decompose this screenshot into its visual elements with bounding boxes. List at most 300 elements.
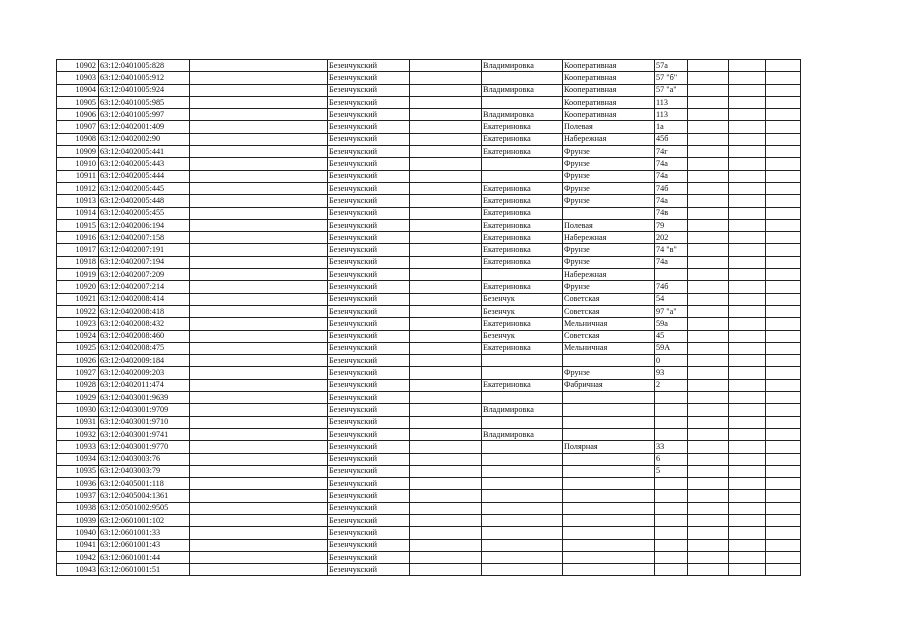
cell-street[interactable]: Набережная xyxy=(563,232,655,244)
cell-blank2[interactable] xyxy=(410,330,482,342)
cell-e2[interactable] xyxy=(729,232,766,244)
cell-e2[interactable] xyxy=(729,219,766,231)
cell-e3[interactable] xyxy=(766,281,801,293)
cell-blank1[interactable] xyxy=(190,379,328,391)
cell-cadastral[interactable]: 63:12:0402008:432 xyxy=(99,318,190,330)
cell-e1[interactable] xyxy=(688,96,729,108)
cell-street[interactable]: Фрунзе xyxy=(563,170,655,182)
cell-num[interactable]: 10927 xyxy=(57,367,99,379)
cell-district[interactable]: Безенчукский xyxy=(328,219,410,231)
cell-e3[interactable] xyxy=(766,330,801,342)
cell-e2[interactable] xyxy=(729,244,766,256)
cell-num[interactable]: 10919 xyxy=(57,269,99,281)
cell-num[interactable]: 10934 xyxy=(57,453,99,465)
cell-e3[interactable] xyxy=(766,232,801,244)
cell-blank1[interactable] xyxy=(190,269,328,281)
cell-e2[interactable] xyxy=(729,428,766,440)
cell-cadastral[interactable]: 63:12:0403001:9709 xyxy=(99,404,190,416)
cell-e3[interactable] xyxy=(766,207,801,219)
cell-house[interactable]: 57а xyxy=(655,60,688,72)
cell-locality[interactable]: Владимировка xyxy=(482,60,563,72)
cell-district[interactable]: Безенчукский xyxy=(328,428,410,440)
cell-blank1[interactable] xyxy=(190,256,328,268)
cell-num[interactable]: 10905 xyxy=(57,96,99,108)
cell-e2[interactable] xyxy=(729,527,766,539)
cell-e1[interactable] xyxy=(688,170,729,182)
cell-house[interactable]: 6 xyxy=(655,453,688,465)
cell-blank2[interactable] xyxy=(410,133,482,145)
cell-e3[interactable] xyxy=(766,490,801,502)
cell-blank1[interactable] xyxy=(190,170,328,182)
cell-e3[interactable] xyxy=(766,527,801,539)
cell-locality[interactable]: Екатериновка xyxy=(482,219,563,231)
cell-locality[interactable] xyxy=(482,453,563,465)
cell-e3[interactable] xyxy=(766,182,801,194)
cell-cadastral[interactable]: 63:12:0402007:214 xyxy=(99,281,190,293)
cell-cadastral[interactable]: 63:12:0601001:51 xyxy=(99,564,190,576)
cell-num[interactable]: 10936 xyxy=(57,478,99,490)
cell-num[interactable]: 10909 xyxy=(57,146,99,158)
cell-num[interactable]: 10941 xyxy=(57,539,99,551)
cell-num[interactable]: 10938 xyxy=(57,502,99,514)
cell-district[interactable]: Безенчукский xyxy=(328,527,410,539)
cell-num[interactable]: 10917 xyxy=(57,244,99,256)
cell-locality[interactable]: Безенчук xyxy=(482,330,563,342)
cell-e2[interactable] xyxy=(729,281,766,293)
cell-num[interactable]: 10904 xyxy=(57,84,99,96)
cell-street[interactable] xyxy=(563,478,655,490)
cell-locality[interactable]: Екатериновка xyxy=(482,133,563,145)
cell-e3[interactable] xyxy=(766,551,801,563)
cell-house[interactable]: 57 "б" xyxy=(655,72,688,84)
cell-e1[interactable] xyxy=(688,121,729,133)
cell-blank1[interactable] xyxy=(190,305,328,317)
cell-locality[interactable] xyxy=(482,96,563,108)
cell-e3[interactable] xyxy=(766,170,801,182)
cell-district[interactable]: Безенчукский xyxy=(328,318,410,330)
cell-e1[interactable] xyxy=(688,416,729,428)
cell-blank2[interactable] xyxy=(410,416,482,428)
cell-blank1[interactable] xyxy=(190,551,328,563)
cell-blank2[interactable] xyxy=(410,293,482,305)
cell-e2[interactable] xyxy=(729,551,766,563)
cell-house[interactable]: 74г xyxy=(655,146,688,158)
cell-district[interactable]: Безенчукский xyxy=(328,133,410,145)
cell-blank2[interactable] xyxy=(410,219,482,231)
cell-e1[interactable] xyxy=(688,551,729,563)
cell-blank1[interactable] xyxy=(190,478,328,490)
cell-e1[interactable] xyxy=(688,109,729,121)
cell-locality[interactable]: Владимировка xyxy=(482,404,563,416)
cell-blank1[interactable] xyxy=(190,195,328,207)
cell-blank2[interactable] xyxy=(410,551,482,563)
cell-e3[interactable] xyxy=(766,146,801,158)
cell-cadastral[interactable]: 63:12:0601001:44 xyxy=(99,551,190,563)
cell-num[interactable]: 10937 xyxy=(57,490,99,502)
cell-locality[interactable]: Екатериновка xyxy=(482,207,563,219)
cell-num[interactable]: 10921 xyxy=(57,293,99,305)
cell-house[interactable]: 59А xyxy=(655,342,688,354)
cell-cadastral[interactable]: 63:12:0403003:79 xyxy=(99,465,190,477)
cell-house[interactable]: 1а xyxy=(655,121,688,133)
cell-street[interactable]: Фрунзе xyxy=(563,244,655,256)
cell-locality[interactable] xyxy=(482,527,563,539)
cell-e1[interactable] xyxy=(688,490,729,502)
cell-cadastral[interactable]: 63:12:0402006:194 xyxy=(99,219,190,231)
cell-blank1[interactable] xyxy=(190,60,328,72)
cell-e1[interactable] xyxy=(688,355,729,367)
cell-num[interactable]: 10907 xyxy=(57,121,99,133)
cell-num[interactable]: 10926 xyxy=(57,355,99,367)
cell-locality[interactable]: Безенчук xyxy=(482,293,563,305)
cell-cadastral[interactable]: 63:12:0601001:43 xyxy=(99,539,190,551)
cell-e1[interactable] xyxy=(688,404,729,416)
cell-house[interactable]: 33 xyxy=(655,441,688,453)
cell-house[interactable]: 54 xyxy=(655,293,688,305)
cell-e1[interactable] xyxy=(688,318,729,330)
cell-e3[interactable] xyxy=(766,121,801,133)
cell-blank1[interactable] xyxy=(190,72,328,84)
cell-locality[interactable] xyxy=(482,72,563,84)
cell-district[interactable]: Безенчукский xyxy=(328,60,410,72)
cell-e2[interactable] xyxy=(729,392,766,404)
cell-e1[interactable] xyxy=(688,293,729,305)
cell-district[interactable]: Безенчукский xyxy=(328,367,410,379)
cell-district[interactable]: Безенчукский xyxy=(328,392,410,404)
cell-locality[interactable] xyxy=(482,551,563,563)
cell-district[interactable]: Безенчукский xyxy=(328,355,410,367)
cell-district[interactable]: Безенчукский xyxy=(328,490,410,502)
cell-blank2[interactable] xyxy=(410,404,482,416)
cell-blank2[interactable] xyxy=(410,392,482,404)
cell-e2[interactable] xyxy=(729,170,766,182)
cell-blank1[interactable] xyxy=(190,109,328,121)
cell-blank1[interactable] xyxy=(190,441,328,453)
cell-street[interactable]: Набережная xyxy=(563,269,655,281)
cell-blank2[interactable] xyxy=(410,256,482,268)
cell-blank2[interactable] xyxy=(410,502,482,514)
cell-locality[interactable]: Екатериновка xyxy=(482,342,563,354)
cell-house[interactable] xyxy=(655,478,688,490)
cell-house[interactable] xyxy=(655,564,688,576)
cell-e2[interactable] xyxy=(729,564,766,576)
cell-num[interactable]: 10913 xyxy=(57,195,99,207)
cell-e2[interactable] xyxy=(729,355,766,367)
cell-street[interactable]: Советская xyxy=(563,330,655,342)
cell-district[interactable]: Безенчукский xyxy=(328,293,410,305)
cell-e2[interactable] xyxy=(729,305,766,317)
cell-e3[interactable] xyxy=(766,514,801,526)
cell-blank2[interactable] xyxy=(410,514,482,526)
cell-blank1[interactable] xyxy=(190,232,328,244)
cell-e3[interactable] xyxy=(766,96,801,108)
cell-district[interactable]: Безенчукский xyxy=(328,514,410,526)
cell-blank1[interactable] xyxy=(190,84,328,96)
cell-house[interactable]: 74 "в" xyxy=(655,244,688,256)
cell-district[interactable]: Безенчукский xyxy=(328,72,410,84)
cell-e1[interactable] xyxy=(688,133,729,145)
cell-cadastral[interactable]: 63:12:0403001:9770 xyxy=(99,441,190,453)
cell-e2[interactable] xyxy=(729,379,766,391)
cell-num[interactable]: 10943 xyxy=(57,564,99,576)
cell-blank2[interactable] xyxy=(410,441,482,453)
cell-blank1[interactable] xyxy=(190,514,328,526)
cell-district[interactable]: Безенчукский xyxy=(328,195,410,207)
cell-e1[interactable] xyxy=(688,478,729,490)
cell-house[interactable] xyxy=(655,502,688,514)
cell-num[interactable]: 10940 xyxy=(57,527,99,539)
cell-blank1[interactable] xyxy=(190,453,328,465)
cell-blank2[interactable] xyxy=(410,564,482,576)
cell-house[interactable] xyxy=(655,490,688,502)
cell-e2[interactable] xyxy=(729,72,766,84)
cell-e2[interactable] xyxy=(729,293,766,305)
cell-e1[interactable] xyxy=(688,244,729,256)
cell-num[interactable]: 10902 xyxy=(57,60,99,72)
cell-street[interactable] xyxy=(563,514,655,526)
cell-num[interactable]: 10923 xyxy=(57,318,99,330)
cell-e2[interactable] xyxy=(729,367,766,379)
cell-house[interactable]: 5 xyxy=(655,465,688,477)
cell-cadastral[interactable]: 63:12:0402007:158 xyxy=(99,232,190,244)
cell-e3[interactable] xyxy=(766,465,801,477)
cell-cadastral[interactable]: 63:12:0402007:191 xyxy=(99,244,190,256)
cell-blank2[interactable] xyxy=(410,367,482,379)
cell-blank2[interactable] xyxy=(410,96,482,108)
cell-district[interactable]: Безенчукский xyxy=(328,232,410,244)
cell-blank1[interactable] xyxy=(190,564,328,576)
cell-e3[interactable] xyxy=(766,72,801,84)
cell-house[interactable]: 2 xyxy=(655,379,688,391)
cell-house[interactable]: 93 xyxy=(655,367,688,379)
cell-street[interactable]: Кооперативная xyxy=(563,60,655,72)
cell-cadastral[interactable]: 63:12:0402008:460 xyxy=(99,330,190,342)
cell-street[interactable]: Мельничная xyxy=(563,318,655,330)
cell-e1[interactable] xyxy=(688,392,729,404)
cell-num[interactable]: 10942 xyxy=(57,551,99,563)
cell-blank1[interactable] xyxy=(190,293,328,305)
cell-e1[interactable] xyxy=(688,441,729,453)
cell-e2[interactable] xyxy=(729,133,766,145)
cell-cadastral[interactable]: 63:12:0402005:445 xyxy=(99,182,190,194)
cell-street[interactable] xyxy=(563,416,655,428)
cell-e3[interactable] xyxy=(766,564,801,576)
cell-cadastral[interactable]: 63:12:0403001:9741 xyxy=(99,428,190,440)
cell-street[interactable]: Полярная xyxy=(563,441,655,453)
cell-locality[interactable]: Екатериновка xyxy=(482,379,563,391)
cell-house[interactable]: 97 "а" xyxy=(655,305,688,317)
cell-e1[interactable] xyxy=(688,207,729,219)
cell-street[interactable] xyxy=(563,527,655,539)
cell-e3[interactable] xyxy=(766,392,801,404)
cell-locality[interactable] xyxy=(482,490,563,502)
cell-cadastral[interactable]: 63:12:0402005:443 xyxy=(99,158,190,170)
cell-district[interactable]: Безенчукский xyxy=(328,379,410,391)
cell-e1[interactable] xyxy=(688,502,729,514)
cell-blank2[interactable] xyxy=(410,121,482,133)
cell-street[interactable]: Полевая xyxy=(563,219,655,231)
cell-cadastral[interactable]: 63:12:0402005:444 xyxy=(99,170,190,182)
cell-blank1[interactable] xyxy=(190,219,328,231)
cell-blank1[interactable] xyxy=(190,527,328,539)
cell-e3[interactable] xyxy=(766,342,801,354)
cell-blank1[interactable] xyxy=(190,392,328,404)
cell-cadastral[interactable]: 63:12:0601001:33 xyxy=(99,527,190,539)
cell-street[interactable]: Фрунзе xyxy=(563,256,655,268)
cell-house[interactable]: 74а xyxy=(655,170,688,182)
cell-e2[interactable] xyxy=(729,416,766,428)
cell-e1[interactable] xyxy=(688,514,729,526)
cell-e1[interactable] xyxy=(688,305,729,317)
cell-e2[interactable] xyxy=(729,318,766,330)
cell-locality[interactable]: Екатериновка xyxy=(482,232,563,244)
cell-e1[interactable] xyxy=(688,60,729,72)
cell-district[interactable]: Безенчукский xyxy=(328,305,410,317)
cell-locality[interactable]: Екатериновка xyxy=(482,318,563,330)
cell-e1[interactable] xyxy=(688,281,729,293)
cell-e2[interactable] xyxy=(729,514,766,526)
cell-street[interactable] xyxy=(563,355,655,367)
cell-e1[interactable] xyxy=(688,269,729,281)
cell-num[interactable]: 10918 xyxy=(57,256,99,268)
cell-street[interactable]: Полевая xyxy=(563,121,655,133)
cell-district[interactable]: Безенчукский xyxy=(328,256,410,268)
cell-locality[interactable]: Владимировка xyxy=(482,109,563,121)
cell-house[interactable]: 45 xyxy=(655,330,688,342)
cell-e1[interactable] xyxy=(688,379,729,391)
cell-blank1[interactable] xyxy=(190,244,328,256)
cell-e1[interactable] xyxy=(688,195,729,207)
cell-locality[interactable] xyxy=(482,367,563,379)
cell-house[interactable]: 59а xyxy=(655,318,688,330)
cell-blank2[interactable] xyxy=(410,232,482,244)
cell-street[interactable] xyxy=(563,465,655,477)
cell-blank2[interactable] xyxy=(410,428,482,440)
cell-cadastral[interactable]: 63:12:0601001:102 xyxy=(99,514,190,526)
cell-blank1[interactable] xyxy=(190,133,328,145)
cell-e3[interactable] xyxy=(766,305,801,317)
cell-cadastral[interactable]: 63:12:0402008:418 xyxy=(99,305,190,317)
cell-e3[interactable] xyxy=(766,219,801,231)
cell-locality[interactable] xyxy=(482,416,563,428)
cell-e3[interactable] xyxy=(766,355,801,367)
cell-cadastral[interactable]: 63:12:0402007:194 xyxy=(99,256,190,268)
cell-cadastral[interactable]: 63:12:0402002:90 xyxy=(99,133,190,145)
cell-locality[interactable] xyxy=(482,158,563,170)
cell-house[interactable] xyxy=(655,539,688,551)
cell-blank1[interactable] xyxy=(190,416,328,428)
cell-blank1[interactable] xyxy=(190,121,328,133)
cell-street[interactable] xyxy=(563,502,655,514)
cell-cadastral[interactable]: 63:12:0401005:828 xyxy=(99,60,190,72)
cell-street[interactable]: Набережная xyxy=(563,133,655,145)
cell-cadastral[interactable]: 63:12:0402011:474 xyxy=(99,379,190,391)
cell-locality[interactable]: Екатериновка xyxy=(482,146,563,158)
cell-blank2[interactable] xyxy=(410,318,482,330)
cell-num[interactable]: 10911 xyxy=(57,170,99,182)
cell-cadastral[interactable]: 63:12:0402007:209 xyxy=(99,269,190,281)
cell-locality[interactable] xyxy=(482,514,563,526)
cell-e3[interactable] xyxy=(766,478,801,490)
cell-street[interactable] xyxy=(563,490,655,502)
cell-blank2[interactable] xyxy=(410,72,482,84)
cell-e1[interactable] xyxy=(688,465,729,477)
cell-num[interactable]: 10922 xyxy=(57,305,99,317)
cell-locality[interactable] xyxy=(482,539,563,551)
cell-blank1[interactable] xyxy=(190,182,328,194)
cell-e2[interactable] xyxy=(729,158,766,170)
cell-blank1[interactable] xyxy=(190,502,328,514)
cell-cadastral[interactable]: 63:12:0402005:455 xyxy=(99,207,190,219)
cell-e2[interactable] xyxy=(729,207,766,219)
cell-e2[interactable] xyxy=(729,146,766,158)
cell-blank2[interactable] xyxy=(410,539,482,551)
cell-cadastral[interactable]: 63:12:0401005:924 xyxy=(99,84,190,96)
cell-e3[interactable] xyxy=(766,60,801,72)
cell-blank1[interactable] xyxy=(190,404,328,416)
cell-locality[interactable]: Екатериновка xyxy=(482,121,563,133)
cell-blank1[interactable] xyxy=(190,428,328,440)
cell-e3[interactable] xyxy=(766,502,801,514)
cell-e2[interactable] xyxy=(729,109,766,121)
cell-e2[interactable] xyxy=(729,342,766,354)
cell-num[interactable]: 10912 xyxy=(57,182,99,194)
cell-house[interactable]: 74а xyxy=(655,195,688,207)
cell-num[interactable]: 10920 xyxy=(57,281,99,293)
cell-blank2[interactable] xyxy=(410,170,482,182)
cell-blank1[interactable] xyxy=(190,355,328,367)
cell-district[interactable]: Безенчукский xyxy=(328,269,410,281)
cell-num[interactable]: 10933 xyxy=(57,441,99,453)
cell-district[interactable]: Безенчукский xyxy=(328,158,410,170)
cell-e2[interactable] xyxy=(729,441,766,453)
cell-blank1[interactable] xyxy=(190,146,328,158)
cell-blank1[interactable] xyxy=(190,342,328,354)
cell-e3[interactable] xyxy=(766,453,801,465)
cell-district[interactable]: Безенчукский xyxy=(328,453,410,465)
cell-e2[interactable] xyxy=(729,182,766,194)
cell-e1[interactable] xyxy=(688,342,729,354)
cell-e2[interactable] xyxy=(729,96,766,108)
cell-locality[interactable]: Екатериновка xyxy=(482,256,563,268)
cell-street[interactable]: Фрунзе xyxy=(563,146,655,158)
cell-locality[interactable]: Екатериновка xyxy=(482,195,563,207)
cell-e1[interactable] xyxy=(688,158,729,170)
cell-e2[interactable] xyxy=(729,478,766,490)
cell-locality[interactable]: Безенчук xyxy=(482,305,563,317)
cell-e3[interactable] xyxy=(766,256,801,268)
cell-num[interactable]: 10910 xyxy=(57,158,99,170)
cell-locality[interactable] xyxy=(482,478,563,490)
cell-street[interactable] xyxy=(563,564,655,576)
cell-district[interactable]: Безенчукский xyxy=(328,551,410,563)
cell-locality[interactable]: Владимировка xyxy=(482,428,563,440)
cell-e1[interactable] xyxy=(688,428,729,440)
cell-blank1[interactable] xyxy=(190,96,328,108)
cell-street[interactable]: Фабричная xyxy=(563,379,655,391)
cell-e1[interactable] xyxy=(688,72,729,84)
cell-e3[interactable] xyxy=(766,293,801,305)
cell-locality[interactable] xyxy=(482,502,563,514)
cell-house[interactable]: 74б xyxy=(655,281,688,293)
cell-house[interactable] xyxy=(655,404,688,416)
cell-locality[interactable] xyxy=(482,392,563,404)
cell-e3[interactable] xyxy=(766,416,801,428)
cell-blank2[interactable] xyxy=(410,146,482,158)
cell-cadastral[interactable]: 63:12:0401005:912 xyxy=(99,72,190,84)
cell-blank2[interactable] xyxy=(410,355,482,367)
cell-e2[interactable] xyxy=(729,256,766,268)
